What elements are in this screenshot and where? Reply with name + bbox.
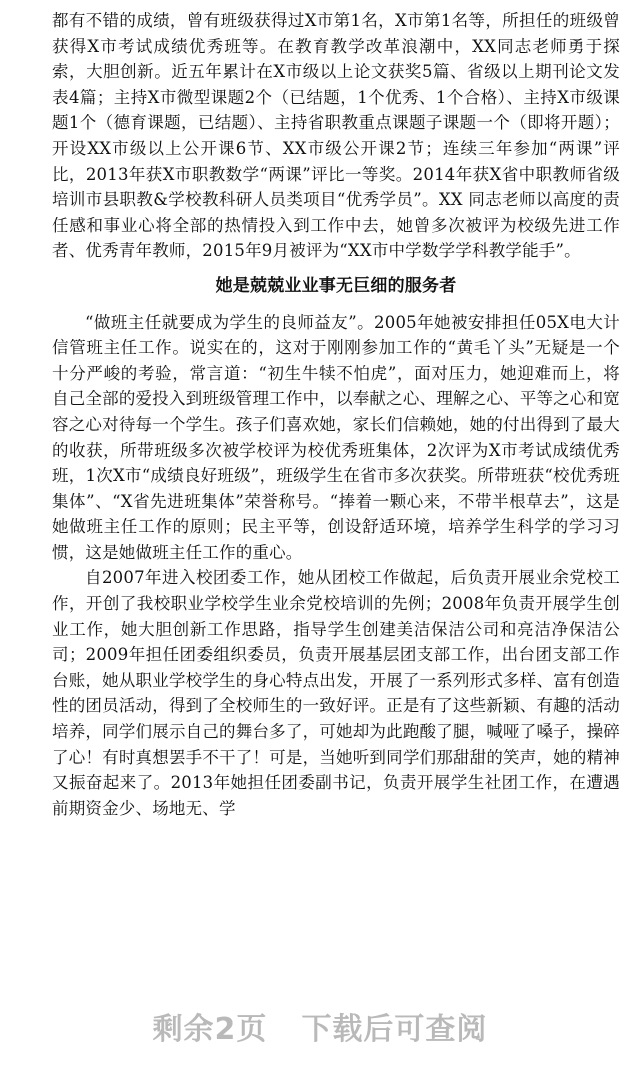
download-prompt-banner[interactable] (0, 1004, 640, 1048)
paragraph-achievements: 都有不错的成绩，曾有班级获得过X市第1名，X市第1名等，所担任的班级曾获得X市考试成绩优秀班等。在教育教学改革浪潮中，XX同志老师勇于探索，大胆创新。近五年累计在X市级以上论文获奖5篇、省级以上期刊论文发表4篇；主持X市微型课题2个（已结题，1个优秀、1个合格）、主持X市级课题1个（德育课题，已结题）、主持省职教重点课题子课题一个（即将开题）；开设XX市级以上公开课6节、XX市级公开课2节；连续三年参加“两课”评比，2013年获X市职教数学“两课”评比一等奖。2014年获X省中职教师省级培训市县职教&学校教科研人员类项目“优秀学员”。XX 同志老师以高度的责任感和事业心将全部的热情投入到工作中去，她曾多次被评为校级先进工作者、优秀青年教师，2015年9月被评为“XX市中学数学学科教学能手”。 (52, 11, 620, 261)
download-to-view-label: 下载后可查阅 (301, 1012, 488, 1047)
document-body (52, 8, 620, 821)
paragraph-youth-league: 自2007年进入校团委工作，她从团校工作做起，后负责开展业余党校工作，开创了我校职业学校学生业余党校培训的先例；2008年负责开展学生创业工作，她大胆创新工作思路，指导学生创建美洁保洁公司和亮洁净保洁公司；2009年担任团委组织委员，负责开展基层团支部工作，出台团支部工作台账，她从职业学校学生的身心特点出发，开展了一系列形式多样、富有创造性的团员活动，得到了全校师生的一致好评。正是有了这些新颖、有趣的活动培养，同学们展示自己的舞台多了，可她却为此跑酸了腿，喊哑了嗓子，操碎了心！有时真想罢手不干了！可是，当她听到同学们那甜甜的笑声，她的精神又振奋起来了。2013年她担任团委副书记，负责开展学生社团工作，在遭遇前期资金少、场地无、学 (52, 568, 620, 818)
remaining-pages-label: 剩余2页 (152, 1012, 268, 1047)
section-heading: 她是兢兢业业事无巨细的服务者 (215, 275, 457, 296)
paragraph-class-teacher: “做班主任就要成为学生的良师益友”。2005年她被安排担任05X电大计信管班主任工作。说实在的，这对于刚刚参加工作的“黄毛丫头”无疑是一个十分严峻的考验，常言道：“初生牛犊不怕虎”，面对压力，她迎难而上，将自己全部的爱投入到班级管理工作中，以奉献之心、理解之心、平等之心和宽容之心对待每一个学生。孩子们喜欢她，家长们信赖她，她的付出得到了最大的收获，所带班级多次被学校评为校优秀班集体，2次评为X市考试成绩优秀班，1次X市“成绩良好班级”，班级学生在省市多次获奖。所带班获“校优秀班集体”、“X省先进班集体”荣誉称号。“捧着一颗心来，不带半根草去”，这是她做班主任工作的原则；民主平等，创设舒适环境，培养学生科学的学习习惯，这是她做班主任工作的重心。 (52, 312, 620, 562)
